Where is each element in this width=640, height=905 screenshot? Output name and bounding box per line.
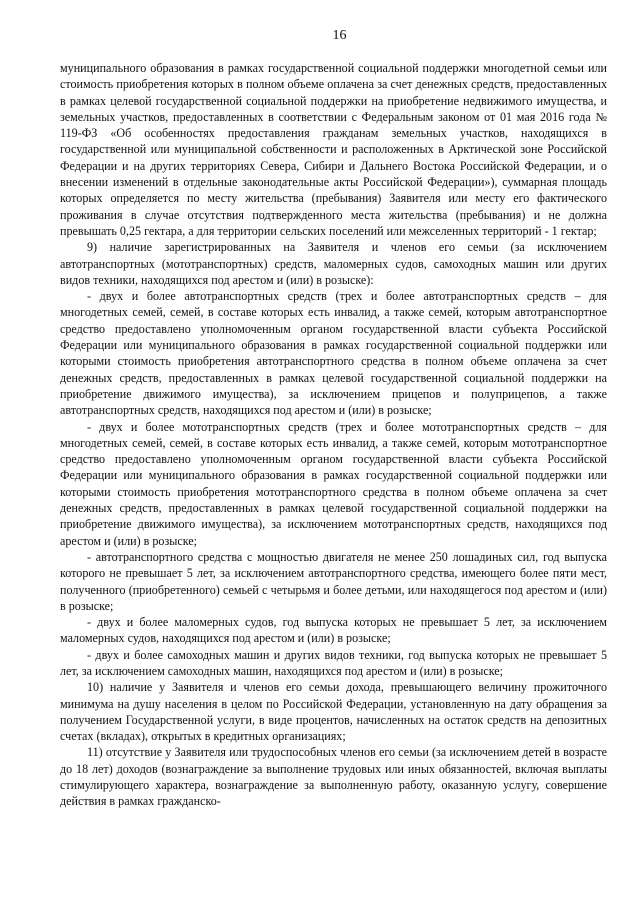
paragraph-small-vessels: - двух и более маломерных судов, год выпуска которых не превышает 5 лет, за исключением маломерных судов, находящихся под арестом и (или) в розыске; (60, 615, 607, 646)
paragraph-item-11: 11) отсутствие у Заявителя или трудоспособных членов его семьи (за исключением детей в возрасте до 18 лет) доходов (вознаграждение за выполнение трудовых или иных обязанностей, включая выплаты стимулирующего характера, вознаграждение за выполненную работу, оказанную услугу, совершение действия в рамках гражданско- (60, 745, 607, 809)
document-body (60, 60, 607, 810)
paragraph-moto-vehicles: - двух и более мототранспортных средств (трех и более мототранспортных средств – для многодетных семей, семей, в составе которых есть инвалид, а также семей, которым мототранспортное средство предоставлено уполномоченным органом государственной власти субъекта Российской Федерации или муниципального образования в рамках государственной социальной поддержки или которыми стоимость приобретения мототранспортного средства в полном объеме оплачена за счет денежных средств, предоставленных в рамках целевой государственной социальной поддержки на приобретение движимого имущества), за исключением мототранспортных средств, находящихся под арестом и (или) в розыске; (60, 419, 607, 548)
paragraph-continuation: муниципального образования в рамках государственной социальной поддержки многодетной семьи или стоимость приобретения которых в полном объеме оплачена за счет денежных средств, предоставленных в рамках целевой государственной социальной поддержки на приобретение недвижимого имущества, и земельных участков, предоставленных в соответствии с Федеральным законом от 01 мая 2016 года № 119-ФЗ «Об особенностях предоставления гражданам земельных участков, находящихся в государственной или муниципальной собственности и расположенных в Арктической зоне Российской Федерации и на других территориях Севера, Сибири и Дальнего Востока Российской Федерации, и о внесении изменений в отдельные законодательные акты Российской Федерации»), суммарная площадь которых определяется по месту жительства (пребывания) Заявителя или месту его фактического проживания в случае отсутствия подтвержденного места жительства (пребывания) и не должна превышать 0,25 гектара, а для территории сельских поселений или межселенных территорий - 1 гектар; (60, 61, 607, 238)
paragraph-item-9: 9) наличие зарегистрированных на Заявителя и членов его семьи (за исключением автотранспортных (мототранспортных) средств, маломерных судов, самоходных машин или других видов техники, находящихся под арестом и (или) в розыске): (60, 240, 607, 287)
paragraph-item-10: 10) наличие у Заявителя и членов его семьи дохода, превышающего величину прожиточного минимума на душу населения в целом по Российской Федерации, установленную на дату обращения за получением Государственной услуги, в виде процентов, начисленных на остаток средств на депозитных счетах (вкладах), открытых в кредитных организациях; (60, 680, 607, 744)
paragraph-auto-vehicles: - двух и более автотранспортных средств (трех и более автотранспортных средств – для многодетных семей, семей, в составе которых есть инвалид, а также семей, которым автотранспортное средство предоставлено уполномоченным органом государственной власти субъекта Российской Федерации или муниципального образования в рамках государственной социальной поддержки или которыми стоимость приобретения автотранспортного средства в полном объеме оплачена за счет денежных средств, предоставленных в рамках целевой государственной социальной поддержки на приобретение движимого имущества), за исключением прицепов и полуприцепов, а также автотранспортных средств, находящихся под арестом и (или) в розыске; (60, 289, 607, 418)
paragraph-engine-power: - автотранспортного средства с мощностью двигателя не менее 250 лошадиных сил, год выпуска которого не превышает 5 лет, за исключением автотранспортного средства, имеющего более пяти мест, полученного (приобретенного) семьей с четырьмя и более детьми, или находящегося под арестом и (или) в розыске; (60, 549, 607, 613)
paragraph-self-propelled: - двух и более самоходных машин и других видов техники, год выпуска которых не превышает 5 лет, за исключением самоходных машин, находящихся под арестом и (или) в розыске; (60, 647, 607, 678)
page-number: 16 (332, 28, 347, 43)
